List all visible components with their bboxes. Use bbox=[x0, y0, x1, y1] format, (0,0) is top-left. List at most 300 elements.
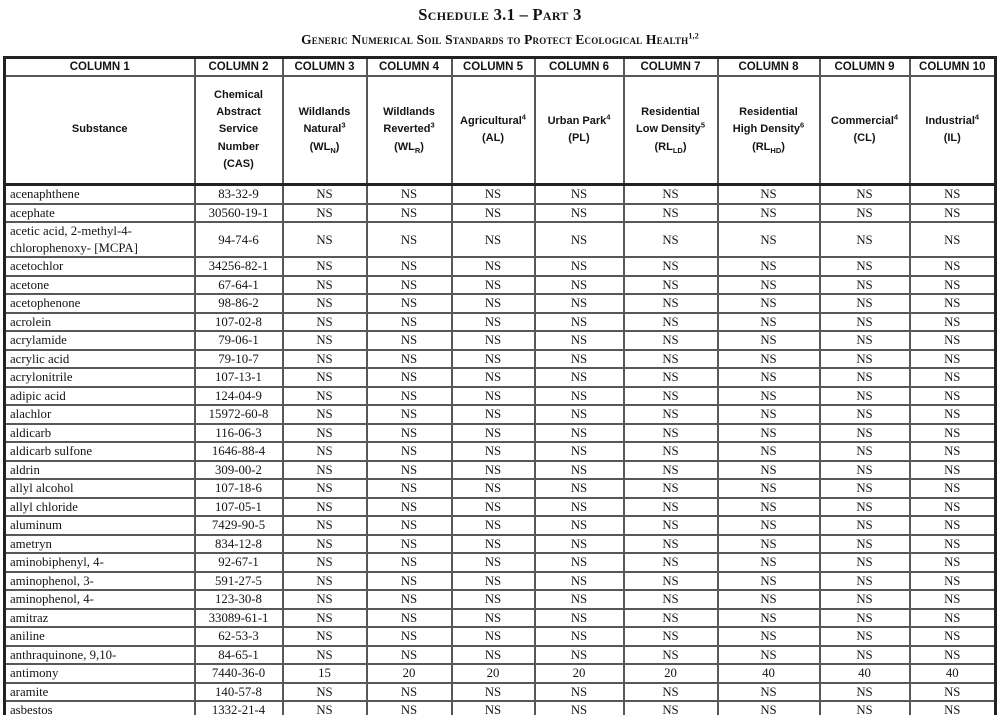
value-cell: NS bbox=[910, 590, 996, 609]
value-cell: NS bbox=[283, 479, 367, 498]
cas-cell: 7440-36-0 bbox=[195, 664, 283, 683]
value-cell: NS bbox=[820, 461, 910, 480]
value-cell: NS bbox=[624, 294, 718, 313]
value-cell: NS bbox=[910, 405, 996, 424]
value-cell: NS bbox=[624, 683, 718, 702]
value-cell: NS bbox=[452, 294, 535, 313]
substance-cell: amitraz bbox=[5, 609, 195, 628]
substance-cell: acetic acid, 2-methyl-4-chlorophenoxy- [MCPA] bbox=[5, 222, 195, 257]
value-cell: NS bbox=[535, 442, 624, 461]
value-cell: NS bbox=[718, 222, 820, 257]
cas-cell: 79-06-1 bbox=[195, 331, 283, 350]
cas-cell: 1332-21-4 bbox=[195, 701, 283, 715]
substance-cell: acrylic acid bbox=[5, 350, 195, 369]
value-cell: NS bbox=[283, 257, 367, 276]
value-cell: NS bbox=[535, 387, 624, 406]
cas-cell: 1646-88-4 bbox=[195, 442, 283, 461]
value-cell: NS bbox=[535, 294, 624, 313]
table-row bbox=[5, 313, 996, 332]
value-cell: NS bbox=[367, 387, 452, 406]
value-cell: NS bbox=[535, 204, 624, 223]
value-cell: NS bbox=[452, 313, 535, 332]
value-cell: NS bbox=[283, 516, 367, 535]
cas-cell: 67-64-1 bbox=[195, 276, 283, 295]
value-cell: NS bbox=[283, 535, 367, 554]
value-cell: NS bbox=[820, 627, 910, 646]
value-cell: 40 bbox=[820, 664, 910, 683]
value-cell: NS bbox=[624, 535, 718, 554]
value-cell: NS bbox=[283, 331, 367, 350]
value-cell: NS bbox=[624, 627, 718, 646]
substance-cell: ametryn bbox=[5, 535, 195, 554]
cas-cell: 140-57-8 bbox=[195, 683, 283, 702]
value-cell: NS bbox=[452, 405, 535, 424]
value-cell: NS bbox=[535, 683, 624, 702]
value-cell: NS bbox=[718, 350, 820, 369]
cas-cell: 7429-90-5 bbox=[195, 516, 283, 535]
value-cell: NS bbox=[452, 516, 535, 535]
value-cell: NS bbox=[283, 185, 367, 204]
value-cell: NS bbox=[624, 572, 718, 591]
value-cell: NS bbox=[367, 222, 452, 257]
value-cell: NS bbox=[535, 646, 624, 665]
value-cell: NS bbox=[624, 204, 718, 223]
value-cell: NS bbox=[820, 185, 910, 204]
substance-cell: aramite bbox=[5, 683, 195, 702]
value-cell: NS bbox=[624, 368, 718, 387]
value-cell: NS bbox=[452, 646, 535, 665]
value-cell: NS bbox=[910, 701, 996, 715]
value-cell: NS bbox=[718, 424, 820, 443]
value-cell: NS bbox=[283, 442, 367, 461]
value-cell: NS bbox=[820, 646, 910, 665]
table-body bbox=[5, 185, 996, 715]
cas-cell: 94-74-6 bbox=[195, 222, 283, 257]
substance-cell: aminophenol, 3- bbox=[5, 572, 195, 591]
value-cell: NS bbox=[283, 350, 367, 369]
substance-cell: acetochlor bbox=[5, 257, 195, 276]
table-row bbox=[5, 664, 996, 683]
value-cell: NS bbox=[535, 222, 624, 257]
value-cell: NS bbox=[452, 701, 535, 715]
column-header: Chemical Abstract Service Number (CAS) bbox=[195, 76, 283, 185]
value-cell: NS bbox=[535, 350, 624, 369]
value-cell: NS bbox=[452, 553, 535, 572]
value-cell: NS bbox=[283, 572, 367, 591]
value-cell: NS bbox=[535, 498, 624, 517]
value-cell: NS bbox=[820, 683, 910, 702]
value-cell: NS bbox=[283, 368, 367, 387]
value-cell: NS bbox=[535, 479, 624, 498]
cas-cell: 107-13-1 bbox=[195, 368, 283, 387]
value-cell: NS bbox=[624, 516, 718, 535]
value-cell: NS bbox=[452, 185, 535, 204]
value-cell: NS bbox=[718, 276, 820, 295]
column-number-header: COLUMN 7 bbox=[624, 58, 718, 77]
value-cell: NS bbox=[718, 572, 820, 591]
value-cell: NS bbox=[718, 683, 820, 702]
value-cell: NS bbox=[624, 553, 718, 572]
substance-cell: acephate bbox=[5, 204, 195, 223]
value-cell: NS bbox=[283, 387, 367, 406]
value-cell: NS bbox=[624, 701, 718, 715]
substance-cell: allyl alcohol bbox=[5, 479, 195, 498]
soil-standards-table bbox=[3, 56, 997, 715]
value-cell: NS bbox=[624, 498, 718, 517]
value-cell: NS bbox=[535, 553, 624, 572]
value-cell: NS bbox=[820, 498, 910, 517]
value-cell: 40 bbox=[910, 664, 996, 683]
value-cell: NS bbox=[820, 204, 910, 223]
value-cell: NS bbox=[910, 294, 996, 313]
substance-cell: acenaphthene bbox=[5, 185, 195, 204]
table-row bbox=[5, 572, 996, 591]
value-cell: NS bbox=[718, 535, 820, 554]
value-cell: NS bbox=[910, 683, 996, 702]
substance-cell: anthraquinone, 9,10- bbox=[5, 646, 195, 665]
substance-cell: adipic acid bbox=[5, 387, 195, 406]
value-cell: NS bbox=[820, 294, 910, 313]
value-cell: NS bbox=[718, 442, 820, 461]
substance-cell: aminophenol, 4- bbox=[5, 590, 195, 609]
value-cell: NS bbox=[367, 405, 452, 424]
cas-cell: 834-12-8 bbox=[195, 535, 283, 554]
value-cell: NS bbox=[910, 204, 996, 223]
column-number-header: COLUMN 1 bbox=[5, 58, 195, 77]
value-cell: NS bbox=[718, 646, 820, 665]
value-cell: NS bbox=[452, 590, 535, 609]
table-row bbox=[5, 553, 996, 572]
column-number-header: COLUMN 9 bbox=[820, 58, 910, 77]
value-cell: NS bbox=[367, 368, 452, 387]
value-cell: NS bbox=[718, 185, 820, 204]
value-cell: NS bbox=[452, 498, 535, 517]
value-cell: NS bbox=[535, 424, 624, 443]
value-cell: NS bbox=[535, 516, 624, 535]
table-row bbox=[5, 405, 996, 424]
document-title: Schedule 3.1 – Part 3 bbox=[418, 5, 582, 24]
value-cell: NS bbox=[283, 405, 367, 424]
value-cell: NS bbox=[283, 204, 367, 223]
table-row bbox=[5, 204, 996, 223]
column-number-header: COLUMN 6 bbox=[535, 58, 624, 77]
value-cell: NS bbox=[624, 590, 718, 609]
value-cell: NS bbox=[820, 313, 910, 332]
value-cell: NS bbox=[910, 424, 996, 443]
value-cell: NS bbox=[820, 479, 910, 498]
value-cell: NS bbox=[820, 590, 910, 609]
table-row bbox=[5, 461, 996, 480]
table-row bbox=[5, 350, 996, 369]
value-cell: NS bbox=[535, 313, 624, 332]
value-cell: NS bbox=[718, 590, 820, 609]
value-cell: NS bbox=[718, 405, 820, 424]
value-cell: NS bbox=[718, 516, 820, 535]
value-cell: NS bbox=[367, 204, 452, 223]
value-cell: NS bbox=[283, 553, 367, 572]
value-cell: NS bbox=[452, 627, 535, 646]
table-row bbox=[5, 185, 996, 204]
table-row bbox=[5, 294, 996, 313]
value-cell: NS bbox=[367, 257, 452, 276]
value-cell: NS bbox=[718, 609, 820, 628]
value-cell: NS bbox=[452, 609, 535, 628]
cas-cell: 123-30-8 bbox=[195, 590, 283, 609]
value-cell: NS bbox=[910, 627, 996, 646]
value-cell: NS bbox=[367, 185, 452, 204]
column-number-header: COLUMN 4 bbox=[367, 58, 452, 77]
table-row bbox=[5, 222, 996, 257]
value-cell: NS bbox=[718, 627, 820, 646]
value-cell: NS bbox=[452, 442, 535, 461]
value-cell: NS bbox=[283, 294, 367, 313]
value-cell: NS bbox=[535, 461, 624, 480]
value-cell: NS bbox=[367, 313, 452, 332]
value-cell: NS bbox=[624, 331, 718, 350]
table-head bbox=[5, 58, 996, 185]
value-cell: NS bbox=[283, 313, 367, 332]
value-cell: NS bbox=[910, 461, 996, 480]
value-cell: NS bbox=[283, 590, 367, 609]
value-cell: NS bbox=[452, 572, 535, 591]
column-header: Agricultural$^4$ (AL) bbox=[452, 76, 535, 185]
value-cell: NS bbox=[910, 572, 996, 591]
value-cell: NS bbox=[910, 535, 996, 554]
cas-cell: 92-67-1 bbox=[195, 553, 283, 572]
value-cell: NS bbox=[718, 701, 820, 715]
value-cell: NS bbox=[910, 350, 996, 369]
table-row bbox=[5, 701, 996, 715]
value-cell: NS bbox=[367, 498, 452, 517]
value-cell: NS bbox=[452, 331, 535, 350]
cas-cell: 124-04-9 bbox=[195, 387, 283, 406]
value-cell: 20 bbox=[535, 664, 624, 683]
value-cell: NS bbox=[910, 646, 996, 665]
value-cell: NS bbox=[367, 516, 452, 535]
value-cell: NS bbox=[820, 368, 910, 387]
value-cell: NS bbox=[820, 516, 910, 535]
value-cell: NS bbox=[367, 701, 452, 715]
value-cell: NS bbox=[535, 185, 624, 204]
value-cell: NS bbox=[910, 222, 996, 257]
cas-cell: 116-06-3 bbox=[195, 424, 283, 443]
value-cell: 40 bbox=[718, 664, 820, 683]
column-number-header: COLUMN 2 bbox=[195, 58, 283, 77]
value-cell: NS bbox=[367, 294, 452, 313]
cas-cell: 309-00-2 bbox=[195, 461, 283, 480]
value-cell: NS bbox=[624, 350, 718, 369]
cas-cell: 107-02-8 bbox=[195, 313, 283, 332]
cas-cell: 33089-61-1 bbox=[195, 609, 283, 628]
cas-cell: 83-32-9 bbox=[195, 185, 283, 204]
table-row bbox=[5, 627, 996, 646]
value-cell: NS bbox=[820, 276, 910, 295]
cas-cell: 15972-60-8 bbox=[195, 405, 283, 424]
cas-cell: 98-86-2 bbox=[195, 294, 283, 313]
value-cell: 20 bbox=[367, 664, 452, 683]
column-header-row bbox=[5, 76, 996, 185]
value-cell: NS bbox=[910, 479, 996, 498]
value-cell: NS bbox=[624, 442, 718, 461]
value-cell: NS bbox=[624, 646, 718, 665]
cas-cell: 30560-19-1 bbox=[195, 204, 283, 223]
value-cell: NS bbox=[452, 461, 535, 480]
value-cell: NS bbox=[718, 294, 820, 313]
column-header: Urban Park$^4$ (PL) bbox=[535, 76, 624, 185]
value-cell: NS bbox=[910, 553, 996, 572]
cas-cell: 107-18-6 bbox=[195, 479, 283, 498]
value-cell: NS bbox=[367, 331, 452, 350]
value-cell: NS bbox=[452, 204, 535, 223]
value-cell: NS bbox=[452, 683, 535, 702]
value-cell: NS bbox=[535, 701, 624, 715]
value-cell: NS bbox=[624, 257, 718, 276]
value-cell: NS bbox=[452, 222, 535, 257]
value-cell: NS bbox=[910, 185, 996, 204]
table-row bbox=[5, 331, 996, 350]
value-cell: NS bbox=[367, 442, 452, 461]
value-cell: NS bbox=[367, 553, 452, 572]
substance-cell: alachlor bbox=[5, 405, 195, 424]
substance-cell: allyl chloride bbox=[5, 498, 195, 517]
value-cell: NS bbox=[283, 627, 367, 646]
value-cell: NS bbox=[820, 350, 910, 369]
value-cell: NS bbox=[624, 276, 718, 295]
column-number-header: COLUMN 5 bbox=[452, 58, 535, 77]
value-cell: NS bbox=[718, 331, 820, 350]
cas-cell: 107-05-1 bbox=[195, 498, 283, 517]
value-cell: NS bbox=[624, 405, 718, 424]
table-row bbox=[5, 479, 996, 498]
cas-cell: 591-27-5 bbox=[195, 572, 283, 591]
table-row bbox=[5, 498, 996, 517]
table-row bbox=[5, 516, 996, 535]
value-cell: NS bbox=[535, 535, 624, 554]
value-cell: NS bbox=[283, 461, 367, 480]
value-cell: NS bbox=[718, 313, 820, 332]
value-cell: NS bbox=[535, 405, 624, 424]
value-cell: NS bbox=[452, 257, 535, 276]
value-cell: NS bbox=[535, 627, 624, 646]
value-cell: NS bbox=[367, 683, 452, 702]
substance-cell: aminobiphenyl, 4- bbox=[5, 553, 195, 572]
value-cell: NS bbox=[452, 479, 535, 498]
value-cell: NS bbox=[820, 331, 910, 350]
value-cell: NS bbox=[452, 424, 535, 443]
value-cell: NS bbox=[624, 461, 718, 480]
value-cell: NS bbox=[367, 479, 452, 498]
column-header: Wildlands Natural$^3$ $(WL_N)$ bbox=[283, 76, 367, 185]
column-number-header: COLUMN 10 bbox=[910, 58, 996, 77]
subtitle-footnote-marker: 1,2 bbox=[688, 31, 699, 41]
value-cell: NS bbox=[624, 424, 718, 443]
value-cell: NS bbox=[718, 257, 820, 276]
value-cell: NS bbox=[820, 572, 910, 591]
value-cell: NS bbox=[367, 646, 452, 665]
value-cell: NS bbox=[283, 701, 367, 715]
cas-cell: 34256-82-1 bbox=[195, 257, 283, 276]
table-row bbox=[5, 368, 996, 387]
value-cell: NS bbox=[367, 609, 452, 628]
value-cell: NS bbox=[910, 313, 996, 332]
value-cell: NS bbox=[624, 479, 718, 498]
value-cell: NS bbox=[820, 535, 910, 554]
value-cell: NS bbox=[283, 498, 367, 517]
substance-cell: acetone bbox=[5, 276, 195, 295]
column-header: Wildlands Reverted$^3$ $(WL_R)$ bbox=[367, 76, 452, 185]
column-header: Residential High Density$^6$ $(RL_{HD})$ bbox=[718, 76, 820, 185]
value-cell: NS bbox=[910, 516, 996, 535]
value-cell: NS bbox=[452, 387, 535, 406]
value-cell: NS bbox=[820, 257, 910, 276]
substance-cell: acrolein bbox=[5, 313, 195, 332]
value-cell: NS bbox=[910, 331, 996, 350]
value-cell: NS bbox=[367, 535, 452, 554]
substance-cell: aldicarb bbox=[5, 424, 195, 443]
substance-cell: acrylamide bbox=[5, 331, 195, 350]
cas-cell: 84-65-1 bbox=[195, 646, 283, 665]
subtitle-text: Generic Numerical Soil Standards to Protect Ecological Health bbox=[301, 32, 689, 47]
substance-cell: acetophenone bbox=[5, 294, 195, 313]
substance-cell: aluminum bbox=[5, 516, 195, 535]
table-row bbox=[5, 276, 996, 295]
column-header: Commercial$^4$ (CL) bbox=[820, 76, 910, 185]
column-header: Substance bbox=[5, 76, 195, 185]
value-cell: NS bbox=[820, 424, 910, 443]
value-cell: NS bbox=[535, 572, 624, 591]
column-header: Residential Low Density$^5$ $(RL_{LD})$ bbox=[624, 76, 718, 185]
value-cell: NS bbox=[910, 257, 996, 276]
substance-cell: aldrin bbox=[5, 461, 195, 480]
table-row bbox=[5, 442, 996, 461]
value-cell: NS bbox=[820, 442, 910, 461]
value-cell: NS bbox=[820, 405, 910, 424]
value-cell: NS bbox=[624, 387, 718, 406]
value-cell: NS bbox=[624, 185, 718, 204]
value-cell: NS bbox=[624, 222, 718, 257]
value-cell: NS bbox=[367, 590, 452, 609]
table-row bbox=[5, 609, 996, 628]
value-cell: NS bbox=[535, 331, 624, 350]
value-cell: NS bbox=[910, 609, 996, 628]
value-cell: NS bbox=[820, 609, 910, 628]
substance-cell: aldicarb sulfone bbox=[5, 442, 195, 461]
value-cell: NS bbox=[535, 609, 624, 628]
table-row bbox=[5, 387, 996, 406]
table-row bbox=[5, 424, 996, 443]
value-cell: NS bbox=[718, 461, 820, 480]
value-cell: NS bbox=[283, 222, 367, 257]
value-cell: NS bbox=[624, 313, 718, 332]
substance-cell: antimony bbox=[5, 664, 195, 683]
column-number-row bbox=[5, 58, 996, 77]
value-cell: NS bbox=[820, 387, 910, 406]
value-cell: NS bbox=[452, 535, 535, 554]
value-cell: NS bbox=[283, 276, 367, 295]
value-cell: NS bbox=[718, 368, 820, 387]
value-cell: NS bbox=[910, 442, 996, 461]
column-header: Industrial$^4$ (IL) bbox=[910, 76, 996, 185]
document-subtitle bbox=[0, 32, 1000, 48]
value-cell: NS bbox=[283, 646, 367, 665]
value-cell: NS bbox=[718, 479, 820, 498]
value-cell: NS bbox=[283, 424, 367, 443]
column-number-header: COLUMN 8 bbox=[718, 58, 820, 77]
value-cell: NS bbox=[718, 498, 820, 517]
value-cell: NS bbox=[452, 350, 535, 369]
table-row bbox=[5, 535, 996, 554]
table-row bbox=[5, 646, 996, 665]
